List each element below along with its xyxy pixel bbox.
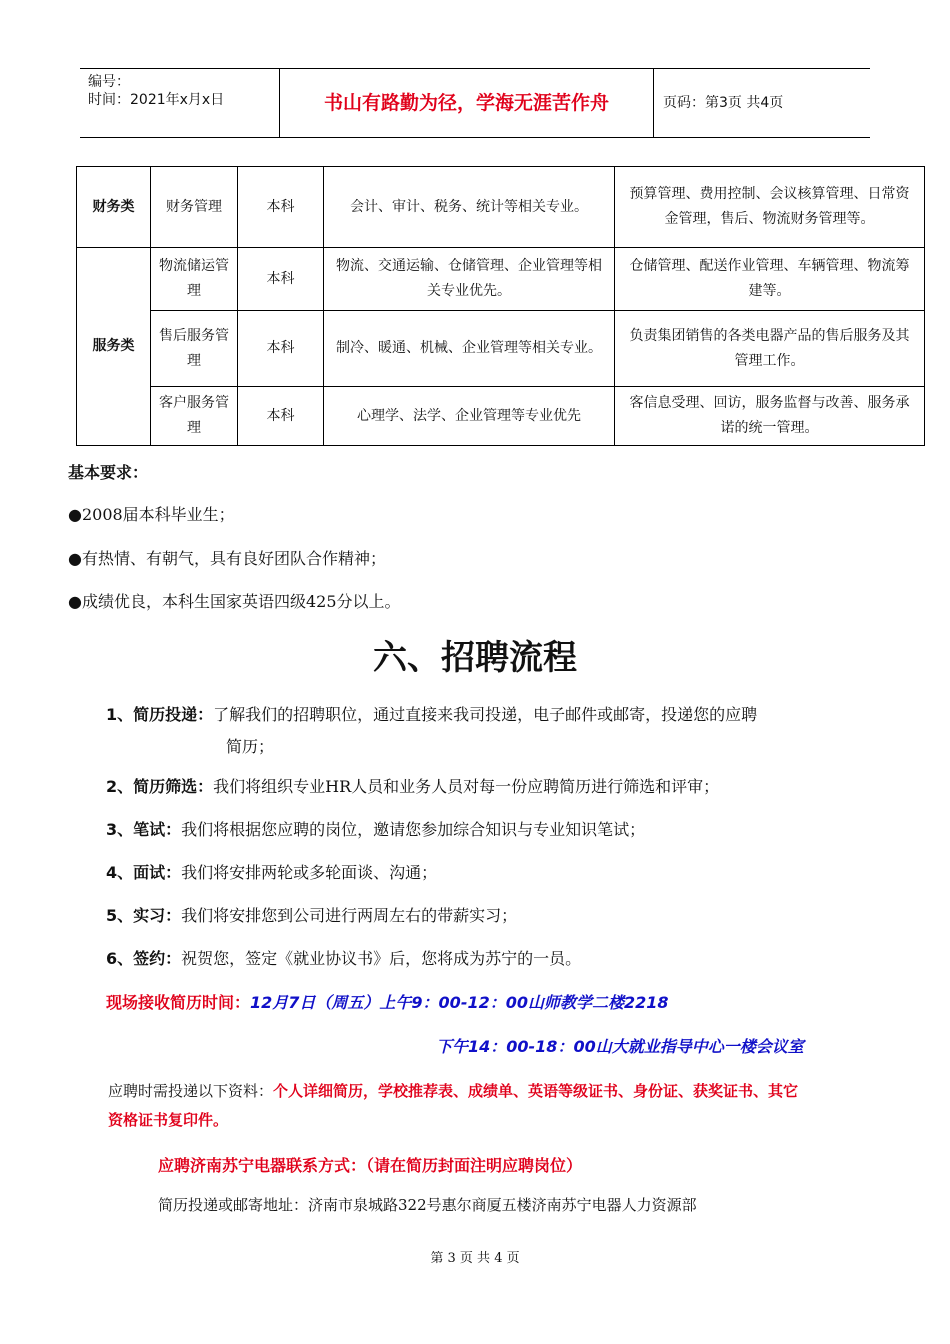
major-cell: 心理学、法学、企业管理等专业优先 bbox=[324, 387, 615, 446]
materials-list: 个人详细简历，学校推荐表、成绩单、英语等级证书、身份证、获奖证书、其它 bbox=[273, 1082, 799, 1100]
contact-address: 简历投递或邮寄地址：济南市泉城路322号惠尔商厦五楼济南苏宁电器人力资源部 bbox=[158, 1196, 697, 1214]
page-header bbox=[80, 68, 870, 138]
materials bbox=[108, 1077, 898, 1135]
table-row bbox=[77, 387, 925, 446]
header-meta bbox=[80, 69, 280, 137]
process-step bbox=[106, 699, 896, 763]
step-label: 3、笔试： bbox=[106, 820, 182, 839]
materials-prefix: 应聘时需投递以下资料： bbox=[108, 1082, 274, 1100]
degree-cell: 本科 bbox=[238, 248, 324, 311]
step-text: 我们将安排您到公司进行两周左右的带薪实习； bbox=[181, 906, 518, 925]
step-text: 祝贺您，签定《就业协议书》后，您将成为苏宁的一员。 bbox=[181, 949, 582, 968]
degree-cell: 本科 bbox=[238, 387, 324, 446]
degree-cell: 本科 bbox=[238, 311, 324, 387]
section-title: 六、招聘流程 bbox=[373, 638, 577, 678]
header-page-info: 页码：第3页 共4页 bbox=[663, 95, 784, 111]
onsite-label: 现场接收简历时间： bbox=[106, 993, 251, 1012]
process-step bbox=[106, 771, 896, 803]
requirement-item: ●有热情、有朝气，具有良好团队合作精神； bbox=[68, 549, 386, 568]
category-cell: 财务类 bbox=[77, 167, 151, 248]
requirement-item: ●成绩优良，本科生国家英语四级425分以上。 bbox=[68, 592, 401, 611]
position-cell: 物流储运管理 bbox=[151, 248, 238, 311]
onsite-line-2: 下午14：00-18：00山大就业指导中心一楼会议室 bbox=[436, 1037, 804, 1056]
step-text: 我们将安排两轮或多轮面谈、沟通； bbox=[181, 863, 438, 882]
degree-cell: 本科 bbox=[238, 167, 324, 248]
header-number: 编号： bbox=[88, 74, 130, 90]
duty-cell: 仓储管理、配送作业管理、车辆管理、物流筹建等。 bbox=[615, 248, 925, 311]
materials-list-continued: 资格证书复印件。 bbox=[108, 1111, 229, 1129]
header-motto: 书山有路勤为径，学海无涯苦作舟 bbox=[280, 69, 654, 137]
step-text: 我们将根据您应聘的岗位，邀请您参加综合知识与专业知识笔试； bbox=[181, 820, 646, 839]
process-step bbox=[106, 900, 896, 932]
duty-cell: 负责集团销售的各类电器产品的售后服务及其管理工作。 bbox=[615, 311, 925, 387]
jobs-table bbox=[76, 166, 925, 446]
contact-heading: 应聘济南苏宁电器联系方式：（请在简历封面注明应聘岗位） bbox=[158, 1156, 583, 1175]
step-label: 4、面试： bbox=[106, 863, 182, 882]
page-footer: 第 3 页 共 4 页 bbox=[430, 1251, 520, 1266]
process-step bbox=[106, 814, 896, 846]
table-row bbox=[77, 311, 925, 387]
step-label: 2、简历筛选： bbox=[106, 777, 214, 796]
major-cell: 物流、交通运输、仓储管理、企业管理等相关专业优先。 bbox=[324, 248, 615, 311]
requirement-item: ●2008届本科毕业生； bbox=[68, 505, 235, 524]
major-cell: 会计、审计、税务、统计等相关专业。 bbox=[324, 167, 615, 248]
onsite-time bbox=[106, 990, 669, 1013]
step-label: 1、简历投递： bbox=[106, 705, 214, 724]
table-row bbox=[77, 248, 925, 311]
step-text-continued: 简历； bbox=[226, 737, 275, 756]
duty-cell: 客信息受理、回访，服务监督与改善、服务承诺的统一管理。 bbox=[615, 387, 925, 446]
step-label: 5、实习： bbox=[106, 906, 182, 925]
step-text: 我们将组织专业HR人员和业务人员对每一份应聘简历进行筛选和评审； bbox=[213, 777, 720, 796]
onsite-line-1: 12月7日（周五）上午9：00-12：00山师教学二楼2218 bbox=[250, 993, 669, 1012]
category-cell: 服务类 bbox=[77, 248, 151, 446]
step-label: 6、签约： bbox=[106, 949, 182, 968]
position-cell: 客户服务管理 bbox=[151, 387, 238, 446]
header-time: 时间：2021年x月x日 bbox=[88, 92, 225, 108]
position-cell: 财务管理 bbox=[151, 167, 238, 248]
major-cell: 制冷、暖通、机械、企业管理等相关专业。 bbox=[324, 311, 615, 387]
position-cell: 售后服务管理 bbox=[151, 311, 238, 387]
duty-cell: 预算管理、费用控制、会议核算管理、日常资金管理，售后、物流财务管理等。 bbox=[615, 167, 925, 248]
process-step bbox=[106, 943, 896, 975]
basic-requirements-heading: 基本要求： bbox=[68, 463, 149, 482]
step-text: 了解我们的招聘职位，通过直接来我司投递，电子邮件或邮寄，投递您的应聘 bbox=[213, 705, 758, 724]
table-row bbox=[77, 167, 925, 248]
process-step bbox=[106, 857, 896, 889]
